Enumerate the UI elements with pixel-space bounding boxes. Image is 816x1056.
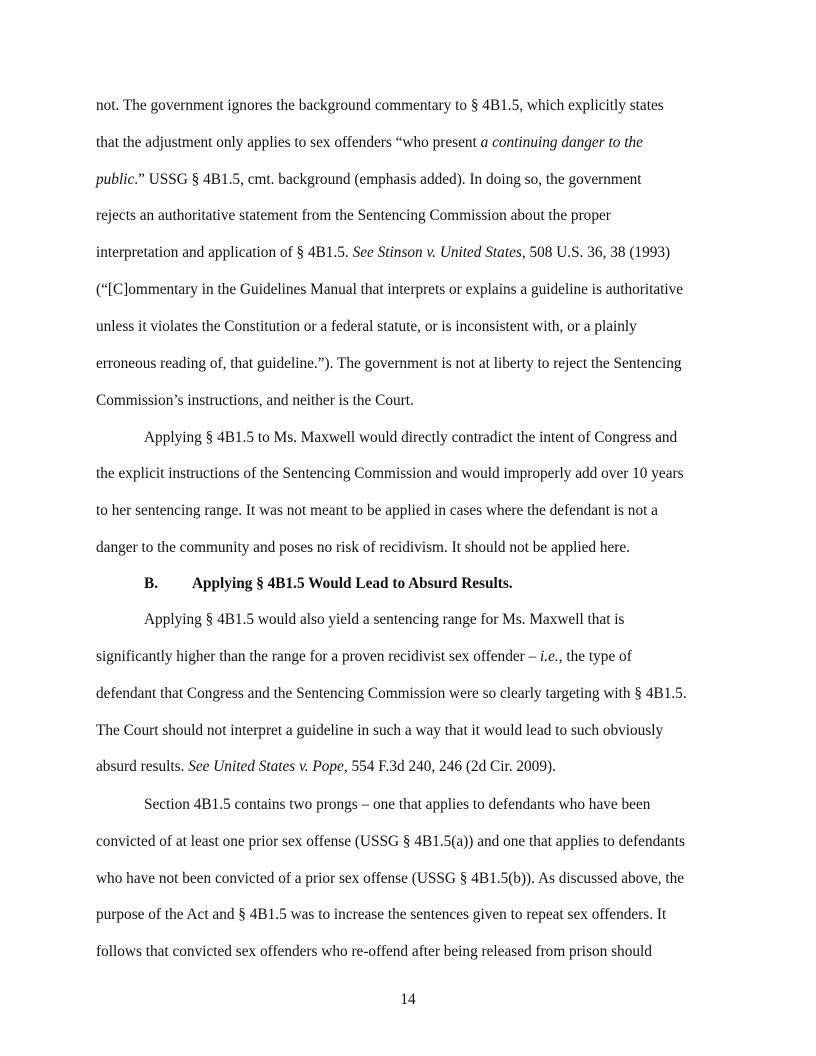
text-line: Applying § 4B1.5 to Ms. Maxwell would directly contradict the intent of Congress and	[144, 429, 678, 446]
text-line: absurd results. See United States v. Pope, 554 F.3d 240, 246 (2d Cir. 2009).	[96, 758, 556, 775]
text-line: the explicit instructions of the Sentencing Commission and would improperly add over 10 years	[96, 465, 684, 482]
text-line: who have not been convicted of a prior sex offense (USSG § 4B1.5(b)). As discussed above, the	[96, 870, 685, 887]
emphasis: a continuing danger to the	[480, 134, 643, 151]
emphasis: i.e.	[540, 648, 559, 665]
section-title: Applying § 4B1.5 Would Lead to Absurd Results.	[192, 575, 513, 592]
text-line: that the adjustment only applies to sex offenders “who present a continuing danger to the	[96, 134, 643, 151]
section-heading	[144, 574, 513, 594]
text-line: purpose of the Act and § 4B1.5 was to increase the sentences given to repeat sex offenders. It	[96, 906, 667, 923]
emphasis: public	[96, 171, 135, 188]
text-line: convicted of at least one prior sex offense (USSG § 4B1.5(a)) and one that applies to defendants	[96, 833, 685, 850]
text-line: (“[C]ommentary in the Guidelines Manual that interprets or explains a guideline is authoritative	[96, 281, 684, 298]
text-line: public.” USSG § 4B1.5, cmt. background (emphasis added). In doing so, the government	[96, 171, 642, 188]
text-line: follows that convicted sex offenders who re-offend after being released from prison should	[96, 943, 652, 960]
text-line: The Court should not interpret a guideline in such a way that it would lead to such obviously	[96, 722, 664, 739]
text-line: unless it violates the Constitution or a federal statute, or is inconsistent with, or a plainly	[96, 318, 637, 335]
section-label: B.	[144, 575, 159, 592]
page-number: 14	[400, 991, 416, 1008]
text-line: Commission’s instructions, and neither is the Court.	[96, 392, 414, 409]
case-citation: See Stinson v. United States	[352, 244, 522, 261]
text-line: to her sentencing range. It was not meant to be applied in cases where the defendant is not a	[96, 502, 658, 519]
text-line: interpretation and application of § 4B1.5. See Stinson v. United States, 508 U.S. 36, 38 (1993)	[96, 244, 671, 261]
text-line: Applying § 4B1.5 would also yield a sentencing range for Ms. Maxwell that is	[144, 611, 625, 628]
case-citation: See United States v. Pope	[188, 758, 344, 775]
text-line: not. The government ignores the background commentary to § 4B1.5, which explicitly states	[96, 97, 664, 114]
text-line: danger to the community and poses no risk of recidivism. It should not be applied here.	[96, 539, 631, 556]
text-line: defendant that Congress and the Sentencing Commission were so clearly targeting with § 4B1.5.	[96, 685, 687, 702]
text-line: Section 4B1.5 contains two prongs – one that applies to defendants who have been	[144, 796, 651, 813]
text-line: significantly higher than the range for a proven recidivist sex offender – i.e., the type of	[96, 648, 632, 665]
text-line: rejects an authoritative statement from the Sentencing Commission about the proper	[96, 207, 611, 224]
text-line: erroneous reading of, that guideline.”). The government is not at liberty to reject the Sentencing	[96, 355, 682, 372]
